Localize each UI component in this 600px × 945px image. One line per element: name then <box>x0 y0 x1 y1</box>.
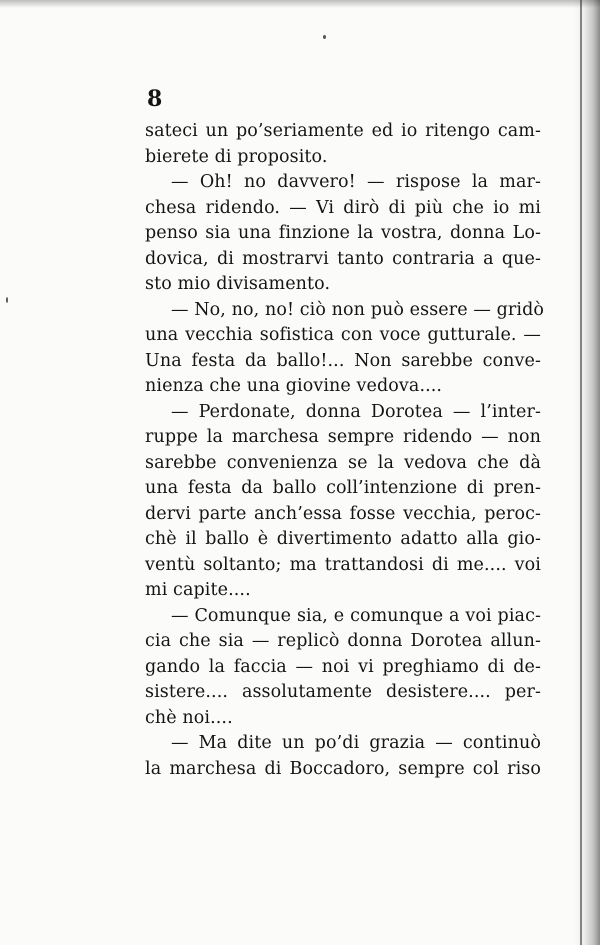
text-line: — Comunque sia, e comunque a voi piac- <box>171 605 541 626</box>
page-number: 8 <box>147 86 163 112</box>
text-line: chè il ballo è divertimento adatto alla gio- <box>145 529 541 549</box>
text-line: — Oh! no davvero! — rispose la mar- <box>171 172 541 192</box>
body-text <box>145 119 545 782</box>
text-line: Una festa da ballo!... Non sarebbe conve- <box>145 350 541 371</box>
text-line: ventù soltanto; ma trattandosi di me.... voi <box>145 554 541 575</box>
text-line: sateci un po’seriamente ed io ritengo cam- <box>145 121 541 141</box>
text-line: una vecchia sofistica con voce gutturale. — <box>145 325 541 345</box>
text-line: cia che sia — replicò donna Dorotea allun- <box>145 631 541 651</box>
text-line: sistere.... assolutamente desistere.... per- <box>145 682 541 702</box>
text-line: nienza che una giovine vedova.... <box>145 376 443 396</box>
text-line: bierete di proposito. <box>145 146 328 167</box>
text-line: chesa ridendo. — Vi dirò di più che io mi <box>145 197 541 218</box>
text-line: penso sia una finzione la vostra, donna Lo- <box>145 223 541 243</box>
page-top-edge <box>0 0 600 8</box>
ink-speck <box>323 35 326 39</box>
text-line: ruppe la marchesa sempre ridendo — non <box>145 427 541 447</box>
text-line: — No, no, no! ciò non può essere — gridò <box>171 299 545 320</box>
text-line: la marchesa di Boccadoro, sempre col riso <box>145 758 541 779</box>
text-line: sarebbe convenienza se la vedova che dà <box>145 452 541 473</box>
text-line: chè noi.... <box>145 707 233 728</box>
text-line: una festa da ballo coll’intenzione di pren- <box>145 478 541 498</box>
text-line: dervi parte anch’essa fosse vecchia, peroc- <box>145 503 541 524</box>
text-line: — Ma dite un po’di grazia — continuò <box>171 733 541 753</box>
text-line: mi capite.... <box>145 580 251 600</box>
text-line: — Perdonate, donna Dorotea — l’inter- <box>171 401 541 422</box>
ink-speck <box>6 297 8 303</box>
page-edge-rule <box>580 0 582 945</box>
text-line: sto mio divisamento. <box>145 274 331 294</box>
binding-shadow <box>574 0 600 945</box>
text-line: gando la faccia — noi vi preghiamo di de- <box>145 656 541 677</box>
text-line: dovica, di mostrarvi tanto contraria a que- <box>145 248 541 269</box>
